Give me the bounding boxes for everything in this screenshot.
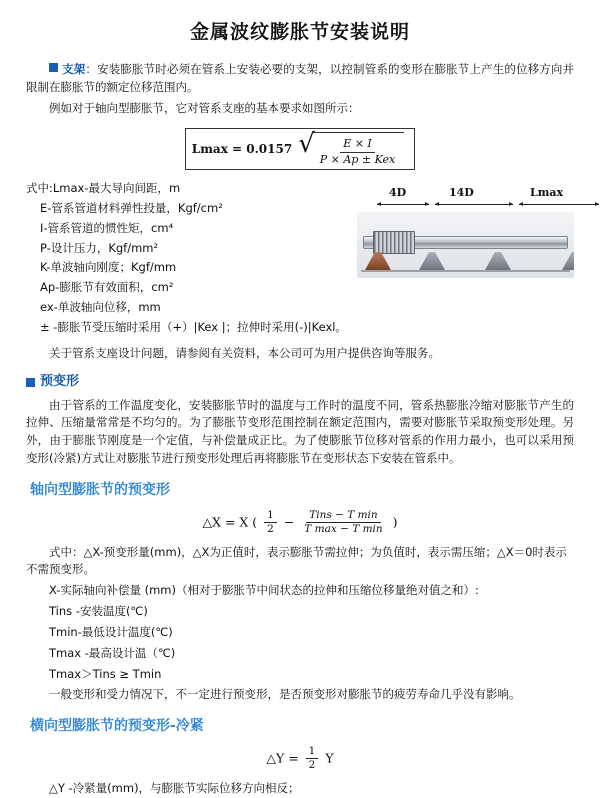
support-paragraph-3: 关于管系支座设计问题，请参阅有关资料，本公司可为用户提供咨询等服务。 [49,345,440,360]
arrow-4d [377,204,429,205]
figure-label-lmax: Lmax [529,186,564,200]
axial-note-line: Tins -安装温度(℃) [49,604,148,619]
predeform-paragraph-1: 由于管系的工作温度变化，安装膨胀节时的温度与工作时的温度不同，管系热膨胀冷缩对膨胀节产生的拉伸、压缩量常常是不均匀的。为了膨胀节变形范围控制在额定范围内，需要对膨胀节采取预变形处理。另外，由于膨胀节刚度是一个定值，与补偿量成正比。为了使膨胀节位移对管系的作用力最小，也可以采用预变形(冷紧)方式让对膨胀节进行预变形处理后再将膨胀节在变形状态下安装在管系中。 [26,397,574,466]
legend-line: I-管系管道的惯性矩，cm⁴ [40,220,174,235]
axial-eq-frac-denominator: T max − T min [304,523,383,536]
figure-label-4d: 4D [388,186,407,200]
figure-label-14d: 14D [448,186,474,200]
legend-line: Ap-膨胀节有效面积，cm² [40,280,174,295]
guide-support-3 [562,252,574,270]
lateral-eq-half-numerator: 1 [306,746,319,760]
lateral-eq-lhs: △Y = [266,750,299,766]
axial-eq-minus: − [283,514,295,530]
axial-eq-half-numerator: 1 [264,510,277,524]
axial-note-line: 式中：△X-预变形量(mm)，△X为正值时，表示膨胀节需拉伸；为负值时，表示需压缩；△X＝0时表示不需预变形。 [26,544,567,577]
support-paragraph-2: 例如对于轴向型膨胀节，它对管系支座的基本要求如图所示： [49,101,360,116]
lateral-eq-half-denominator: 2 [308,759,316,772]
support-heading: 支架 [62,62,86,77]
blue-square-bullet-icon [49,63,58,72]
legend-line: ex-单波轴向位移，mm [40,300,161,315]
axial-note-line: X-实际轴向补偿量 (mm)（相对于膨胀节中间状态的拉伸和压缩位移量绝对值之和）: [49,583,479,598]
support-intro-paragraph: 支架：安装膨胀节时必须在管系上安装必要的支架，以控制管系的变形在膨胀节上产生的位移方向并限制在膨胀节的额定位移范围内。 [26,62,575,95]
lmax-formula-numerator: E × I [340,138,375,153]
lateral-predeform-equation [26,746,574,772]
axial-eq-frac-numerator: Tins − T min [306,510,380,524]
lmax-formula-lhs: Lmax = 0.0157 [191,141,293,156]
legend-line: ± -膨胀节受压缩时采用（+）|Kex |；拉伸时采用(-)|Kexl。 [40,319,347,334]
ground-line [361,270,570,272]
page-title: 金属波纹膨胀节安装说明 [189,21,410,43]
lateral-eq-rhs: Y [325,750,334,766]
axial-note-line: 一般变形和受力情况下，不一定进行预变形，是否预变形对膨胀节的疲劳寿命几乎没有影响。 [49,687,521,702]
legend-line: K-单波轴向刚度；Kgf/mm [40,260,177,275]
formula-legend [26,178,347,339]
predeform-heading: 预变形 [40,374,80,390]
support-paragraph-1: 安装膨胀节时必须在管系上安装必要的支架，以控制管系的变形在膨胀节上产生的位移方向并限制在膨胀节的额定位移范围内。 [26,62,575,95]
guide-support-2 [485,252,511,270]
lateral-note-line: △Y -冷紧量(mm)，与膨胀节实际位移方向相反； [49,780,300,795]
pipe-illustration [357,212,574,278]
axial-note-line: Tmin-最低设计温度(℃) [49,624,173,639]
axial-note-line: Tmax -最高设计温（℃) [49,645,176,660]
legend-line: E-管系管道材料弹性投量，Kgf/cm² [40,200,223,215]
lmax-formula-denominator: P × Ap ± Kex [319,152,396,166]
axial-eq-lhs: △X = X ( [202,514,258,530]
guide-support-1 [419,252,445,270]
figure-dimension-labels [375,184,574,200]
sqrt-symbol-icon: √ [298,128,315,159]
lmax-formula [26,128,574,170]
predeform-heading-row [26,372,574,392]
figure-dimension-arrows [375,200,574,210]
axial-eq-rhs: ) [392,514,398,530]
anchor-support [365,252,391,270]
legend-line: P-设计压力，Kgf/mm² [40,240,159,255]
axial-predeform-subheading: 轴向型膨胀节的预变形 [30,481,170,498]
arrow-14d [435,204,513,205]
legend-line: 式中:Lmax-最大导向间距，m [26,181,181,196]
lateral-predeform-subheading: 横向型膨胀节的预变形-冷紧 [30,718,204,735]
axial-eq-half-denominator: 2 [267,523,274,536]
axial-predeform-equation [26,510,574,536]
axial-note-line: Tmax＞Tins ≥ Tmin [49,666,162,681]
bellows-expansion-joint [373,231,415,254]
pipe-support-figure [357,178,574,278]
blue-square-bullet-icon [26,378,35,387]
arrow-lmax [519,204,599,205]
